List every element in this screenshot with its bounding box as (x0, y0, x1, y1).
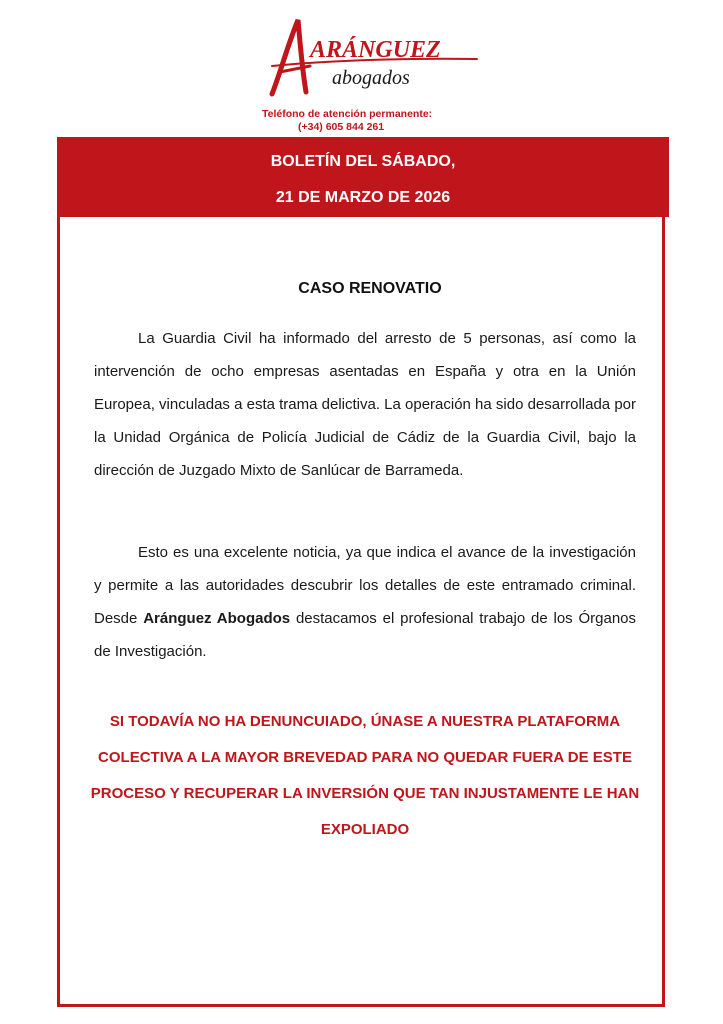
brand-name: ARÁNGUEZ (310, 37, 441, 63)
banner-line-1: BOLETÍN DEL SÁBADO, (270, 153, 456, 170)
contact-block (262, 108, 482, 134)
brand-logo-mark (262, 14, 482, 100)
article-paragraph-2 (94, 536, 636, 668)
bulletin-banner (57, 137, 669, 217)
article-title: CASO RENOVATIO (298, 280, 442, 297)
article-paragraph-1: La Guardia Civil ha informado del arresto de 5 personas, así como la intervención de ocho empresas asentadas en España y otra en la Unión Europea, vinculadas a esta trama delictiva. La operación ha sido desarrollada por la Unidad Orgánica de Policía Judicial de Cádiz de la Guardia Civil, bajo la dirección de Juzgado Mixto de Sanlúcar de Barrameda. (94, 330, 636, 479)
paragraph-2-text-before: Esto es una excelente noticia, ya que indica el avance de la investigación y permite a las autoridades descubrir los detalles de este entramado criminal. Desde (94, 544, 636, 627)
contact-label: Teléfono de atención permanente: (262, 108, 433, 120)
brand-logo (262, 14, 482, 100)
firm-name-bold: Aránguez Abogados (143, 610, 291, 627)
brand-sub: abogados (332, 67, 410, 89)
paragraph-2-text-after: destacamos el profesional trabajo de los Órganos de Investigación. (94, 610, 637, 660)
contact-phone: (+34) 605 844 261 (298, 121, 385, 133)
banner-date: 21 DE MARZO DE 2026 (275, 189, 451, 206)
call-to-action: SI TODAVÍA NO HA DENUNCUIADO, ÚNASE A NUESTRA PLATAFORMA COLECTIVA A LA MAYOR BREVEDAD PARA NO QUEDAR FUERA DE ESTE PROCESO Y RECUPERAR LA INVERSIÓN QUE TAN INJUSTAMENTE LE HAN EXPOLIADO (90, 713, 640, 838)
